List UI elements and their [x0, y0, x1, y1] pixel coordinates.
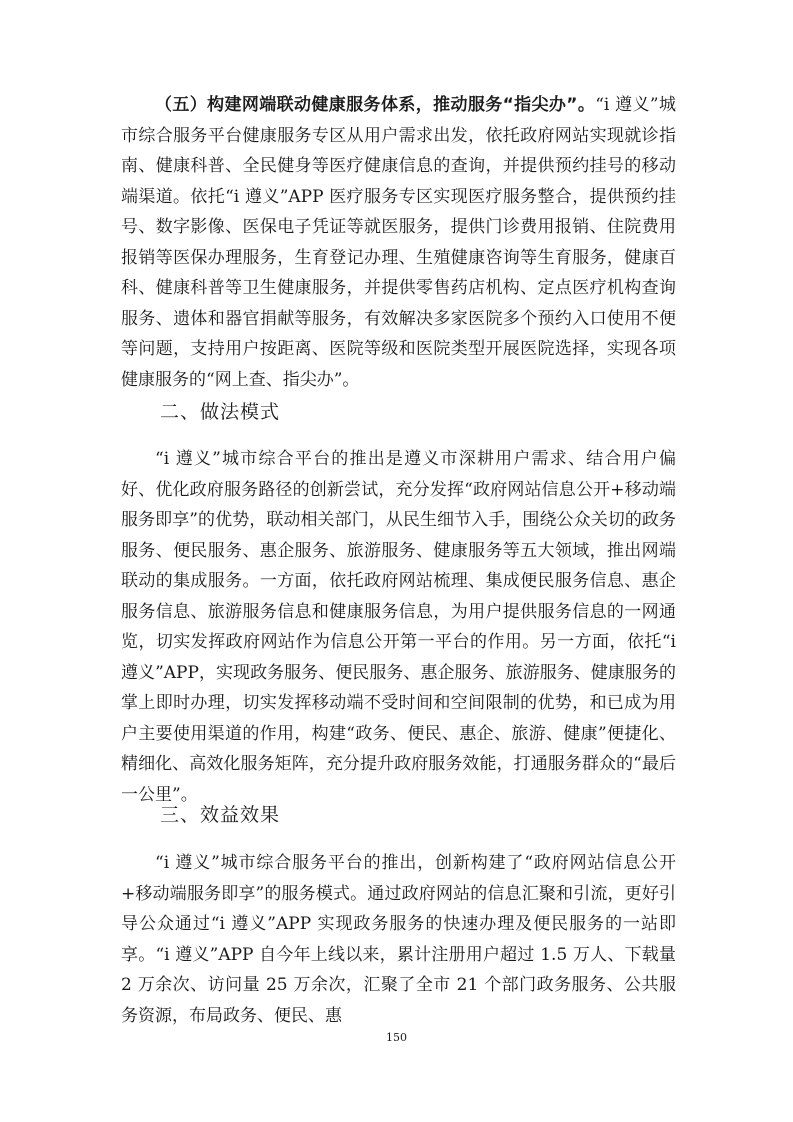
section5-body: “i 遵义”城市综合服务平台健康服务专区从用户需求出发，依托政府网站实现就诊指南、健康科普、全民健身等医疗健康信息的查询，并提供预约挂号的移动端渠道。依托“i 遵义”APP 医疗服务专区实现医疗服务整合，提供预约挂号、数字影像、医保电子凭证等就医服务，提供门诊费用报销、住院费用报销等医保办理服务，生育登记办理、生殖健康咨询等生育服务，健康百科、健康科普等卫生健康服务，并提供零售药店机构、定点医疗机构查询服务、遗体和器官捐献等服务，有效解决多家医院多个预约入口使用不便等问题，支持用户按距离、医院等级和医院类型开展医院选择，实现各项健康服务的“网上查、指尖办”。 — [121, 95, 676, 390]
section5-paragraph — [121, 90, 676, 395]
heading-results: 三、效益效果 — [160, 804, 281, 826]
page-number: 150 — [386, 1031, 407, 1044]
methods-paragraph: “i 遵义”城市综合平台的推出是遵义市深耕用户需求、结合用户偏好、优化政府服务路径的创新尝试，充分发挥“政府网站信息公开+移动端服务即享”的优势，联动相关部门，从民生细节入手，围绕公众关切的政务服务、便民服务、惠企服务、旅游服务、健康服务等五大领域，推出网端联动的集成服务。一方面，依托政府网站梳理、集成便民服务信息、惠企服务信息、旅游服务信息和健康服务信息，为用户提供服务信息的一网通览，切实发挥政府网站作为信息公开第一平台的作用。另一方面，依托“i 遵义”APP，实现政务服务、便民服务、惠企服务、旅游服务、健康服务的掌上即时办理，切实发挥移动端不受时间和空间限制的优势，和已成为用户主要使用渠道的作用，构建“政务、便民、惠企、旅游、健康”便捷化、精细化、高效化服务矩阵，充分提升政府服务效能，打通服务群众的“最后一公里”。 — [121, 449, 676, 805]
section5-lead: （五）构建网端联动健康服务体系，推动服务“指尖办”。 — [155, 95, 596, 115]
heading-methods: 二、做法模式 — [160, 401, 281, 423]
results-paragraph: “i 遵义”城市综合服务平台的推出，创新构建了“政府网站信息公开+移动端服务即享”的服务模式。通过政府网站的信息汇聚和引流，更好引导公众通过“i 遵义”APP 实现政务服务的快速办理及便民服务的一站即享。“i 遵义”APP 自今年上线以来，累计注册用户超过 1.5 万人、下载量 2 万余次、访问量 25 万余次，汇聚了全市 21 个部门政务服务、公共服务资源，布局政务、便民、惠 — [121, 853, 676, 1026]
